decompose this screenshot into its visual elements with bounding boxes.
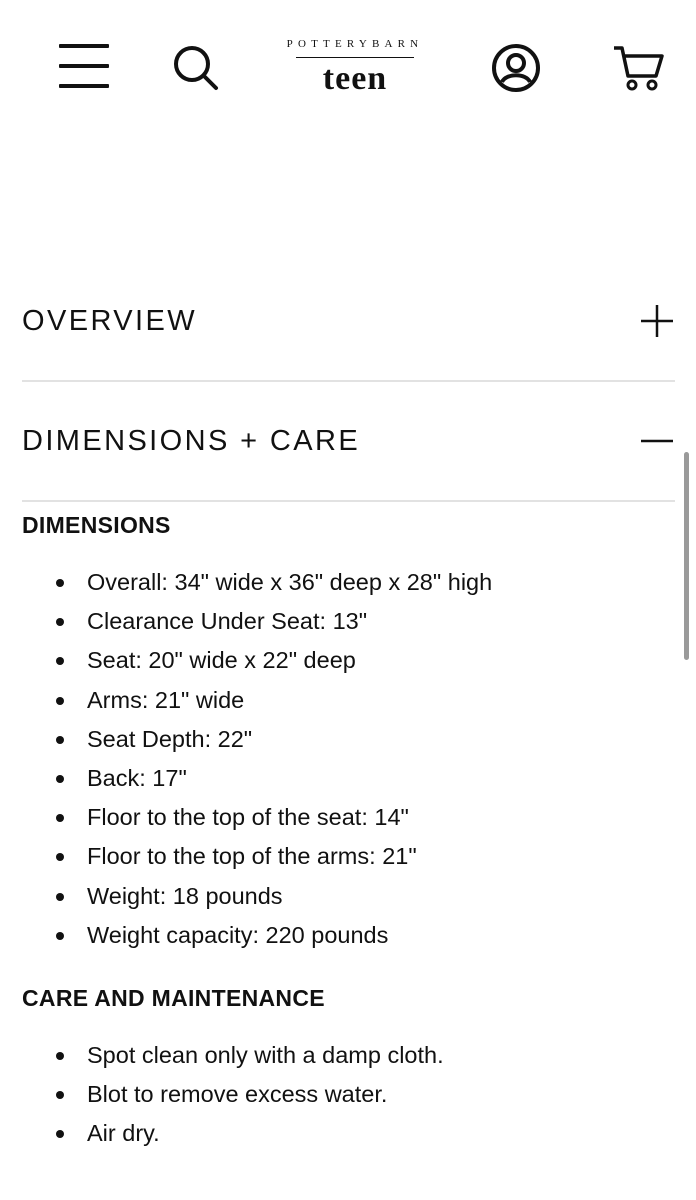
list-item: Seat Depth: 22" xyxy=(22,720,675,759)
list-item: Floor to the top of the arms: 21" xyxy=(22,837,675,876)
list-item: Seat: 20" wide x 22" deep xyxy=(22,641,675,680)
logo-top-text: POTTERYBARN xyxy=(286,38,424,50)
list-item: Back: 17" xyxy=(22,759,675,798)
care-heading: CARE AND MAINTENANCE xyxy=(22,985,325,1012)
care-list xyxy=(22,1036,675,1154)
logo-divider xyxy=(296,57,414,58)
list-item: Clearance Under Seat: 13" xyxy=(22,602,675,641)
list-item: Floor to the top of the seat: 14" xyxy=(22,798,675,837)
search-button[interactable] xyxy=(170,42,222,94)
scrollbar[interactable] xyxy=(684,452,689,660)
account-icon xyxy=(488,40,544,96)
dimensions-care-title: DIMENSIONS + CARE xyxy=(22,424,361,457)
dimensions-list xyxy=(22,563,675,955)
search-icon xyxy=(170,42,222,94)
minus-icon[interactable] xyxy=(639,423,675,459)
list-item: Blot to remove excess water. xyxy=(22,1075,675,1114)
site-header xyxy=(0,0,696,140)
logo-bottom-text: teen xyxy=(322,60,388,97)
list-item: Air dry. xyxy=(22,1114,675,1153)
menu-button[interactable] xyxy=(56,40,112,92)
product-details-accordion xyxy=(22,262,675,1154)
list-item: Weight: 18 pounds xyxy=(22,877,675,916)
overview-title: OVERVIEW xyxy=(22,304,197,337)
list-item: Spot clean only with a damp cloth. xyxy=(22,1036,675,1075)
cart-button[interactable] xyxy=(610,40,666,96)
dimensions-care-header[interactable] xyxy=(22,382,675,502)
overview-header[interactable] xyxy=(22,262,675,382)
plus-icon[interactable] xyxy=(639,303,675,339)
menu-icon xyxy=(56,40,112,92)
account-button[interactable] xyxy=(488,40,544,96)
list-item: Overall: 34" wide x 36" deep x 28" high xyxy=(22,563,675,602)
dimensions-care-panel xyxy=(22,502,675,1154)
list-item: Weight capacity: 220 pounds xyxy=(22,916,675,955)
brand-logo[interactable] xyxy=(262,38,448,102)
cart-icon xyxy=(610,40,666,96)
list-item: Arms: 21" wide xyxy=(22,681,675,720)
dimensions-heading: DIMENSIONS xyxy=(22,512,171,538)
